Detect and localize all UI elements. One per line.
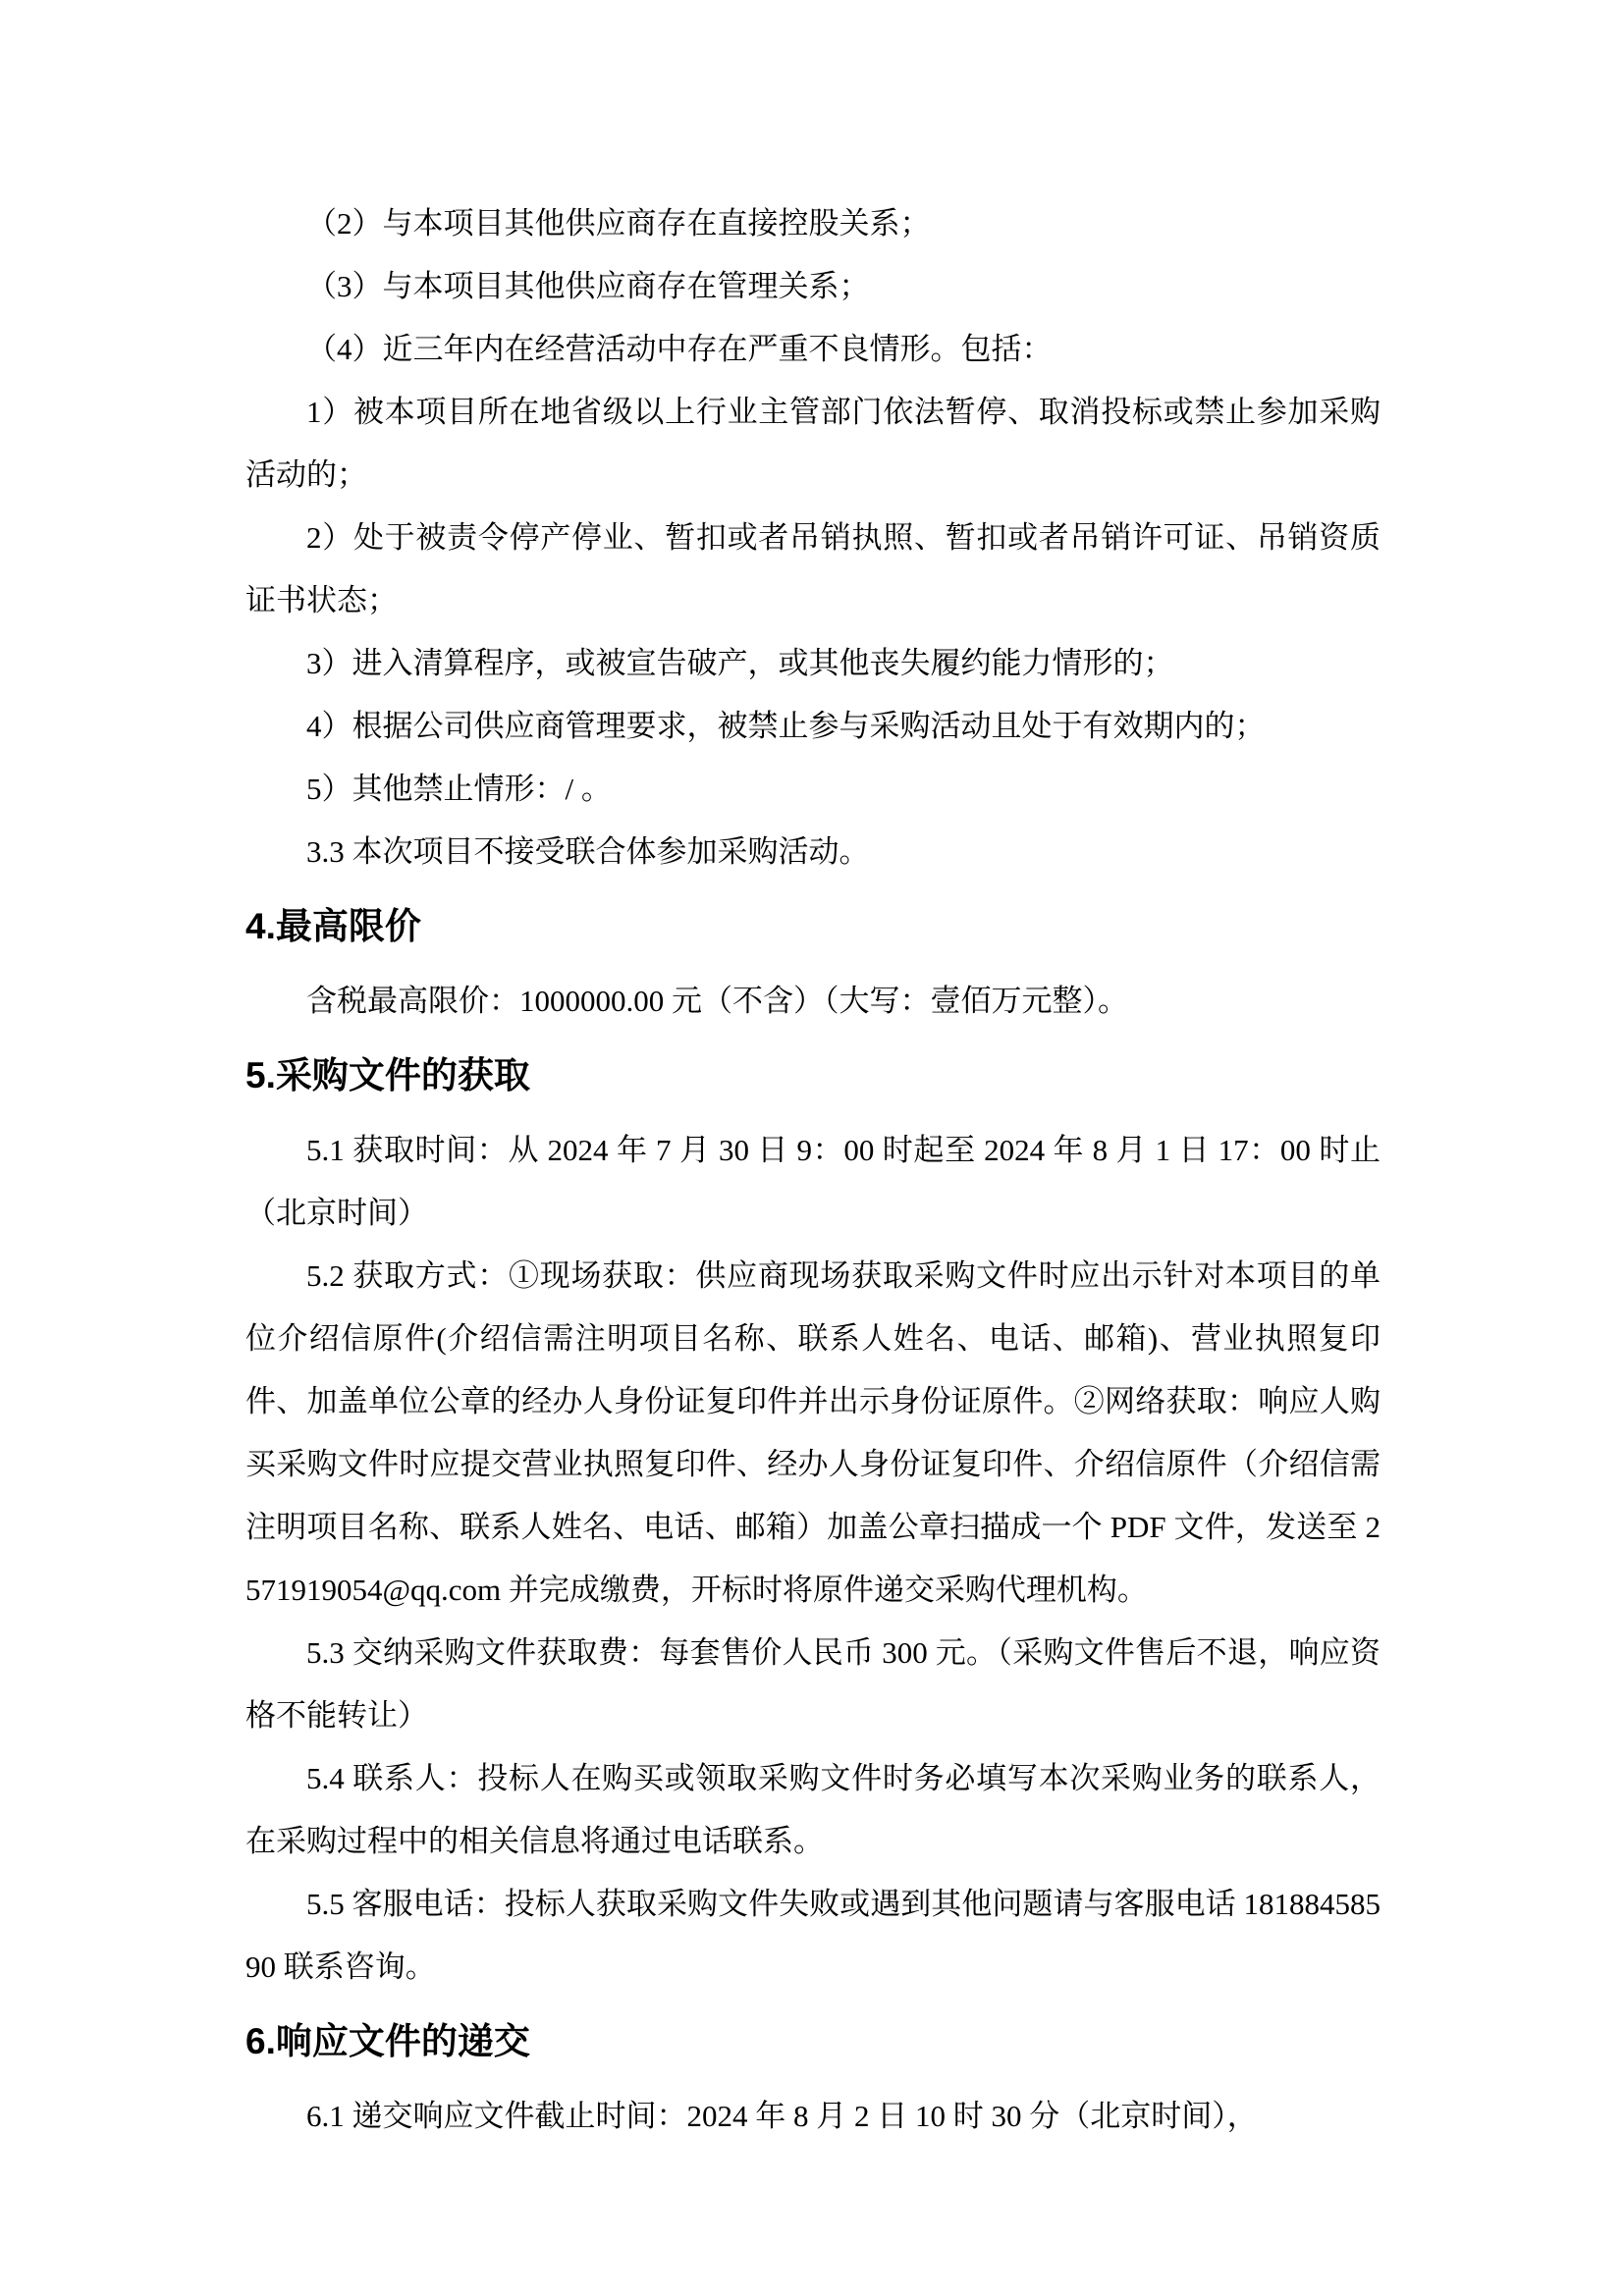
bad-record-item-2: 2）处于被责令停产停业、暂扣或者吊销执照、暂扣或者吊销许可证、吊销资质证书状态； xyxy=(245,520,1380,617)
para-5-1-obtain-time: 5.1 获取时间：从 2024 年 7 月 30 日 9：00 时起至 2024 年 8 月 1 日 17：00 时止（北京时间） xyxy=(245,1133,1380,1230)
para-5-2-obtain-method: 5.2 获取方式：①现场获取：供应商现场获取采购文件时应出示针对本项目的单位介绍信原件(介绍信需注明项目名称、联系人姓名、电话、邮箱)、营业执照复印件、加盖单位公章的经办人身份证复印件并出示身份证原件。②网络获取：响应人购买采购文件时应提交营业执照复印件、经办人身份证复印件、介绍信原件（介绍信需注明项目名称、联系人姓名、电话、邮箱）加盖公章扫描成一个 PDF 文件，发送至 2571919054@qq.com 并完成缴费，开标时将原件递交采购代理机构。 xyxy=(245,1258,1380,1607)
section-heading-6-response-submission: 6.响应文件的递交 xyxy=(245,2021,530,2061)
clause-3-3-no-consortium: 3.3 本次项目不接受联合体参加采购活动。 xyxy=(306,834,870,869)
bad-record-item-1: 1）被本项目所在地省级以上行业主管部门依法暂停、取消投标或禁止参加采购活动的； xyxy=(245,395,1380,492)
section-heading-5-document-obtain: 5.采购文件的获取 xyxy=(245,1055,530,1095)
clause-other-supplier-holding: （2）与本项目其他供应商存在直接控股关系； xyxy=(306,206,931,240)
para-6-1-deadline: 6.1 递交响应文件截止时间：2024 年 8 月 2 日 10 时 30 分（北京时间）， xyxy=(306,2099,1258,2133)
para-5-4-contact-person: 5.4 联系人：投标人在购买或领取采购文件时务必填写本次采购业务的联系人，在采购过程中的相关信息将通过电话联系。 xyxy=(245,1761,1380,1858)
para-max-price: 含税最高限价：1000000.00 元（不含）（大写：壹佰万元整）。 xyxy=(306,984,1128,1018)
bad-record-item-3: 3）进入清算程序，或被宣告破产，或其他丧失履约能力情形的； xyxy=(306,646,1174,680)
clause-bad-record-intro: （4）近三年内在经营活动中存在严重不良情形。包括： xyxy=(306,332,1053,366)
para-5-3-document-fee: 5.3 交纳采购文件获取费：每套售价人民币 300 元。（采购文件售后不退，响应资格不能转让） xyxy=(245,1635,1380,1733)
clause-other-supplier-management: （3）与本项目其他供应商存在管理关系； xyxy=(306,269,870,303)
bad-record-item-5: 5）其他禁止情形：/ 。 xyxy=(306,772,612,806)
section-heading-4-max-price: 4.最高限价 xyxy=(245,906,421,946)
bad-record-item-4: 4）根据公司供应商管理要求，被禁止参与采购活动且处于有效期内的； xyxy=(306,709,1266,743)
para-5-5-service-phone: 5.5 客服电话：投标人获取采购文件失败或遇到其他问题请与客服电话 18188458590 联系咨询。 xyxy=(245,1887,1380,1984)
